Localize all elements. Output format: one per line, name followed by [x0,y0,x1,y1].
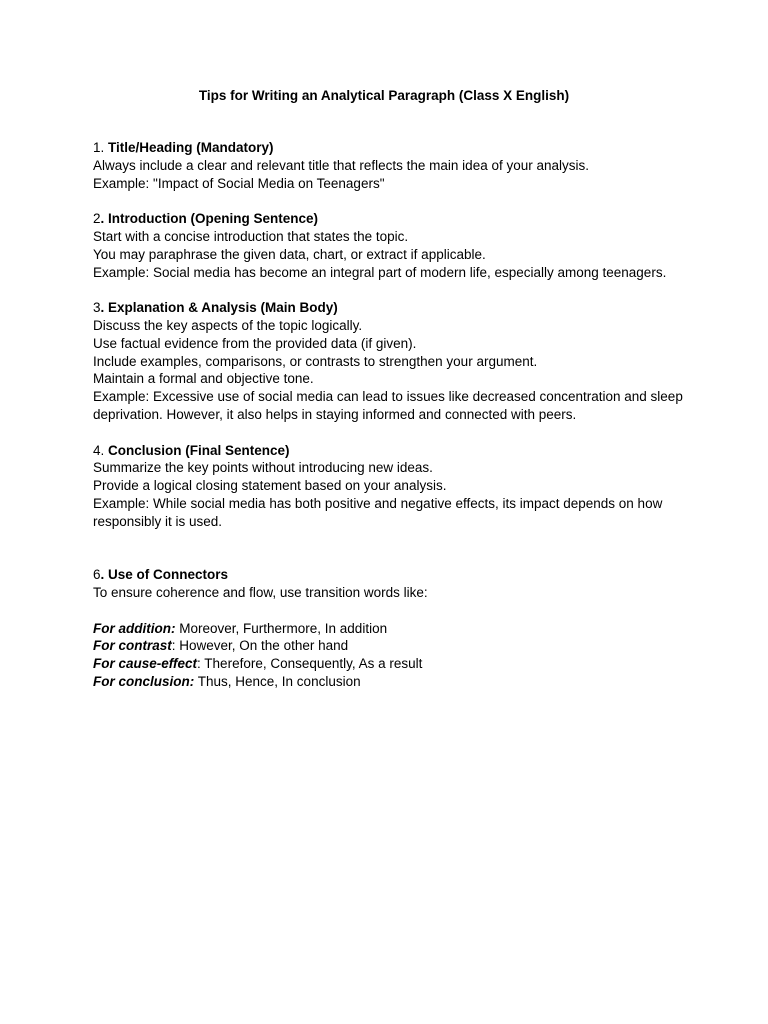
connector-label: For addition: [93,620,176,636]
section-line: Example: Excessive use of social media can lead to issues like decreased concentration and sleep deprivation. However, it also helps in staying informed and connected with peers. [93,389,683,422]
connector-item [93,620,693,638]
section-line: Always include a clear and relevant title that reflects the main idea of your analysis. [93,157,590,173]
section-line: Example: "Impact of Social Media on Teenagers" [93,175,385,191]
section-heading-text: Title/Heading (Mandatory) [104,140,274,155]
section-heading-text: . Introduction (Opening Sentence) [100,211,319,227]
section-line: Include examples, comparisons, or contrasts to strengthen your argument. [93,353,538,369]
connector-label: For conclusion: [93,673,195,689]
connector-text: : Therefore, Consequently, As a result [197,656,423,672]
connector-text: Moreover, Furthermore, In addition [175,620,388,636]
section-heading [93,210,693,228]
section-number: 6 [93,567,101,583]
section-conclusion [93,442,693,531]
section-heading [93,566,693,584]
connector-item [93,637,693,655]
section-line: Summarize the key points without introducing new ideas. [93,460,433,476]
connector-label: For contrast [93,638,172,654]
document-body [93,139,693,709]
connector-item [93,673,693,691]
section-line: Maintain a formal and objective tone. [93,371,314,387]
section-heading-text: Conclusion (Final Sentence) [104,442,290,458]
section-line: You may paraphrase the given data, chart, or extract if applicable. [93,246,486,262]
connector-label: For cause-effect [93,656,198,672]
section-line: Discuss the key aspects of the topic logically. [93,317,363,333]
connector-item [93,655,693,673]
section-heading [93,442,693,460]
section-line: Use factual evidence from the provided data (if given). [93,335,417,351]
section-title-heading [93,139,693,192]
section-connectors [93,566,693,602]
section-line: Provide a logical closing statement based on your analysis. [93,478,447,494]
document-title: Tips for Writing an Analytical Paragraph (Class X English) [198,88,570,103]
section-number: 3 [93,300,101,316]
connector-text: : However, On the other hand [171,638,349,654]
section-introduction [93,210,693,281]
connector-text: Thus, Hence, In conclusion [194,673,361,689]
connector-list [93,620,693,691]
section-heading-text: . Use of Connectors [100,567,229,583]
section-heading [93,299,693,317]
section-line: Example: Social media has become an integral part of modern life, especially among teenagers. [93,264,667,280]
section-line: Start with a concise introduction that states the topic. [93,228,409,244]
section-heading-text: . Explanation & Analysis (Main Body) [100,300,338,316]
section-number: 2 [93,211,101,227]
section-explanation-analysis [93,299,693,424]
section-number: 1. [93,140,105,155]
section-line: To ensure coherence and flow, use transition words like: [93,584,428,600]
section-heading [93,139,693,157]
section-line: Example: While social media has both positive and negative effects, its impact depends on how responsibly it is used. [93,495,663,529]
section-number: 4. [93,442,105,458]
